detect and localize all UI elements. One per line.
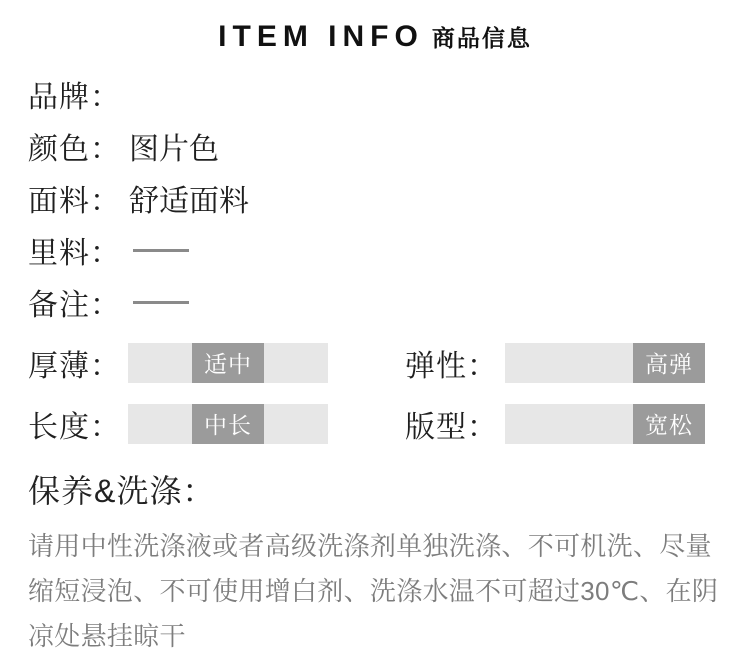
fit-bar-active — [633, 404, 705, 444]
length-bar-active — [192, 404, 264, 444]
attr-row-1 — [28, 332, 750, 393]
info-row-lining — [28, 224, 750, 276]
care-heading: 保养&洗涤： — [28, 473, 216, 509]
thickness-value: 适中 — [204, 351, 252, 377]
attr-row-2 — [28, 393, 750, 454]
page-title-zh: 商品信息 — [431, 25, 532, 51]
notes-label: 备注： — [28, 289, 121, 322]
info-row-fabric — [28, 172, 750, 224]
elasticity-value: 高弹 — [645, 351, 693, 377]
page-title-en: ITEM INFO — [218, 20, 424, 53]
fabric-value: 舒适面料 — [129, 185, 249, 218]
attribute-bars-section — [28, 332, 750, 454]
lining-label: 里料： — [28, 237, 121, 270]
fabric-label: 面料： — [28, 185, 121, 218]
thickness-bar-active — [192, 343, 264, 383]
product-info-list — [28, 68, 750, 328]
info-row-color — [28, 120, 750, 172]
section-header — [0, 0, 750, 54]
attr-length — [28, 402, 328, 446]
fit-label: 版型： — [405, 410, 498, 444]
attr-fit — [405, 402, 705, 446]
attr-elasticity — [405, 341, 705, 385]
brand-label: 品牌： — [28, 81, 121, 114]
dash-line — [133, 301, 189, 304]
elasticity-bar — [505, 343, 705, 383]
color-value: 图片色 — [129, 133, 219, 166]
thickness-label: 厚薄： — [28, 349, 121, 383]
elasticity-label: 弹性： — [405, 349, 498, 383]
attr-thickness — [28, 341, 328, 385]
dash-line — [133, 249, 189, 252]
color-label: 颜色： — [28, 133, 121, 166]
length-value: 中长 — [204, 412, 252, 438]
info-row-brand — [28, 68, 750, 120]
fit-bar — [505, 404, 705, 444]
length-bar — [128, 404, 328, 444]
info-row-notes — [28, 276, 750, 328]
care-instructions: 请用中性洗涤液或者高级洗涤剂单独洗涤、不可机洗、尽量缩短浸泡、不可使用增白剂、洗涤水温不可超过30℃、在阴凉处悬挂晾干 — [28, 531, 719, 651]
length-label: 长度： — [28, 410, 121, 444]
thickness-bar — [128, 343, 328, 383]
elasticity-bar-active — [633, 343, 705, 383]
fit-value: 宽松 — [645, 412, 693, 438]
